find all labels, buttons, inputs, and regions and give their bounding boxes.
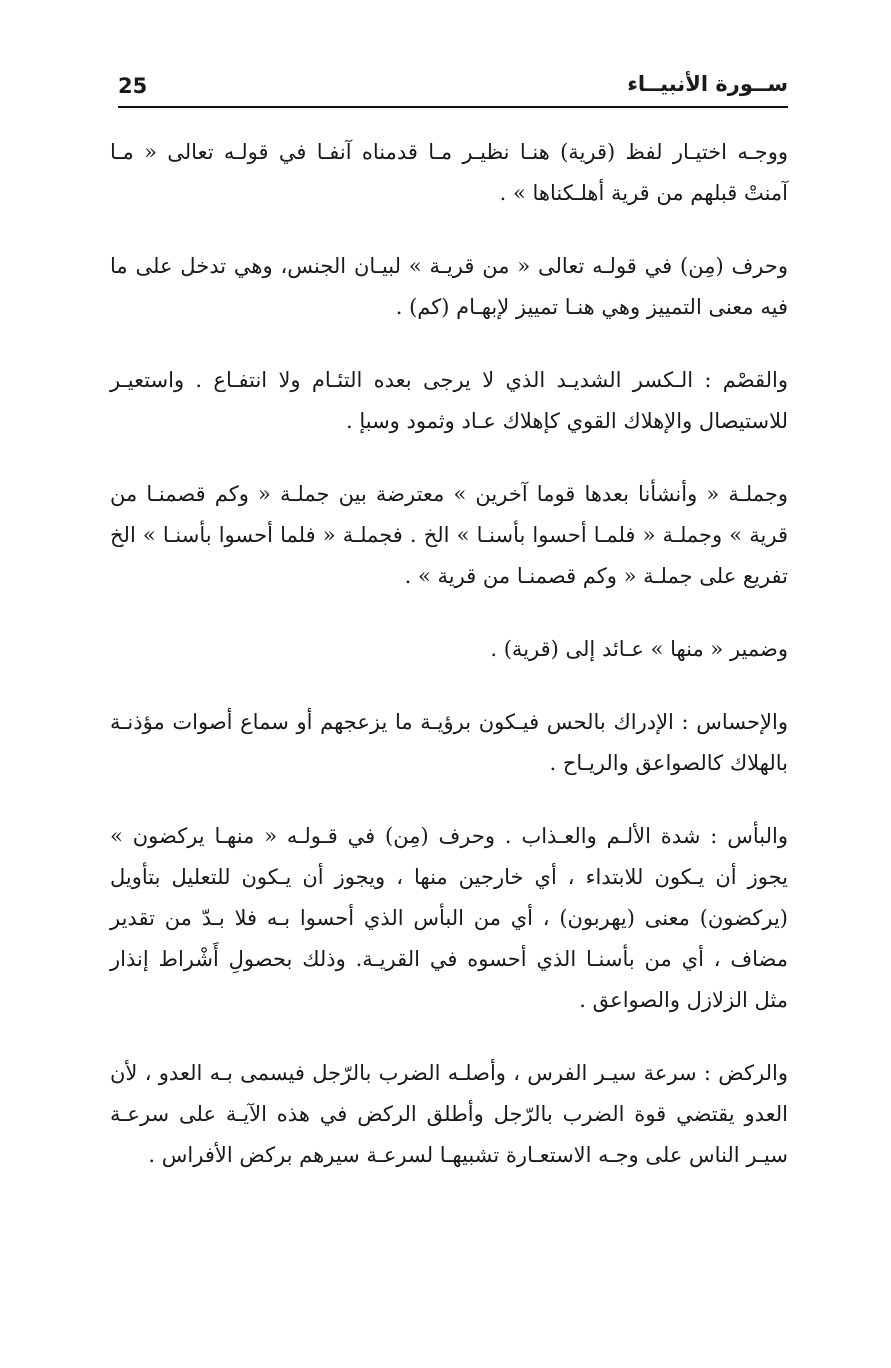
paragraph-rakd: والركض : سرعة سيـر الفرس ، وأصلـه الضرب بالرّجل فيسمى بـه العدو ، لأن العدو يقتضي قوة الضرب بالرّجل وأطلق الركض في هذه الآيـة على سرعـة سيـر الناس على وجـه الاستعـارة تشبيهـا لسرعـة سيرهم بركض الأفراس . bbox=[110, 1061, 788, 1167]
paragraph-bas: والبأس : شدة الألـم والعـذاب . وحرف (مِن) في قـولـه « منهـا يركضون » يجوز أن يـكون للابتداء ، أي خارجين منها ، ويجوز أن يـكون للتعليل بتأويل (يركضون) معنى (يهربون) ، أي من البأس الذي أحسوا بـه فلا بـدّ من تقدير مضاف ، أي من بأسنـا الذي أحسوه في القريـة. وذلك بحصولِ أَشْراط إنذار مثل الزلازل والصواعق . bbox=[110, 824, 788, 1012]
paragraph-ansha-na: وجملـة « وأنشأنا بعدها قوما آخرين » معترضة بين جملـة « وكم قصمنـا من قرية » وجملـة « فلمـا أحسوا بأسنـا » الخ . فجملـة « فلما أحسوا بأسنـا » الخ تفريع على جملـة « وكم قصمنـا من قرية » . bbox=[110, 482, 788, 588]
paragraph-qarya-choice: ووجـه اختيـار لفظ (قرية) هنـا نظيـر مـا قدمناه آنفـا في قولـه تعالى « مـا آمنتْ قبلهم من قرية أهلـكناها » . bbox=[110, 140, 788, 205]
paragraph-qasm: والقصْم : الـكسر الشديـد الذي لا يرجى بعده التئـام ولا انتفـاع . واستعيـر للاستيصال والإهلاك القوي كإهلاك عـاد وثمود وسبإ . bbox=[110, 368, 788, 433]
commentary-text bbox=[110, 132, 788, 1176]
page-number: 25 bbox=[118, 74, 148, 98]
paragraph-minha-pronoun: وضمير « منها » عـائد إلى (قرية) . bbox=[490, 637, 788, 661]
page-header bbox=[118, 70, 788, 108]
paragraph-min-particle: وحرف (مِن) في قولـه تعالى « من قريـة » لبيـان الجنس، وهي تدخل على ما فيه معنى التمييز وهي هنـا تمييز لإبهـام (كم) . bbox=[110, 254, 788, 319]
paragraph-ihsas: والإحساس : الإدراك بالحس فيـكون برؤيـة ما يزعجهم أو سماع أصوات مؤذنـة بالهلاك كالصواعق والريـاح . bbox=[110, 710, 788, 775]
surah-title: ســورة الأنبيــاء bbox=[627, 72, 788, 96]
